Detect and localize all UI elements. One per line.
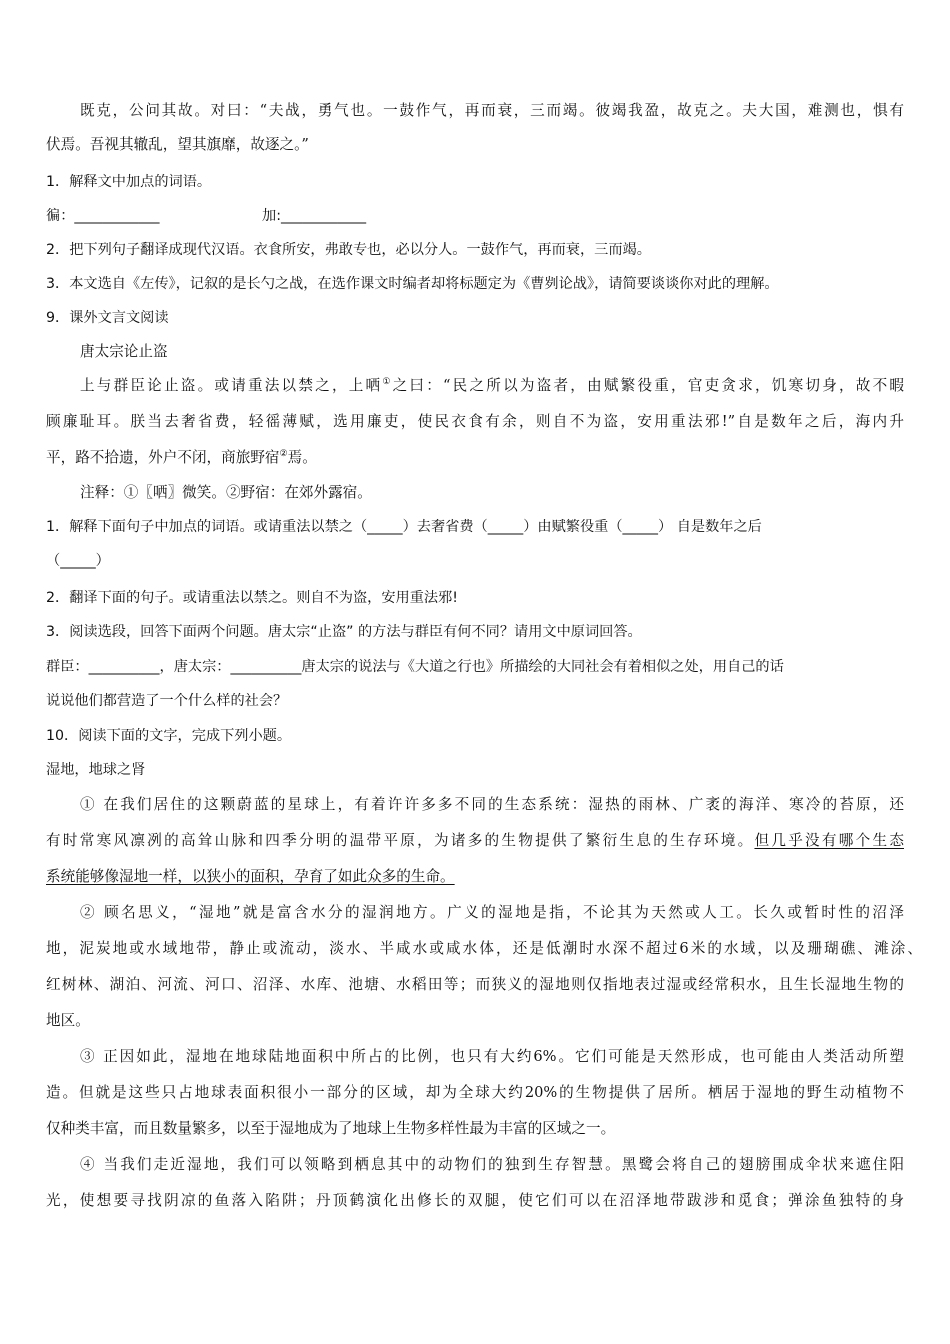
footnote-marker: ② <box>279 449 288 460</box>
article-line: 红树林、湖泊、河流、河口、沼泽、水库、池塘、水稻田等；而狭义的湿地则仅指地表过湿或经常积水，且生长湿地生物的 <box>46 976 904 993</box>
article-line: ③ 正因如此，湿地在地球陆地面积中所占的比例，也只有大约6%。它们可能是天然形成，也可能由人类活动所塑 <box>80 1048 904 1065</box>
footnote: 注释：①〖哂〗微笑。②野宿：在郊外露宿。 <box>80 484 372 501</box>
footnote-marker: ① <box>382 377 393 388</box>
article-line: 地区。 <box>46 1012 90 1029</box>
question-q8-3: 3．本文选自《左传》，记叙的是长勺之战，在选作课文时编者却将标题定为《曹刿论战》，请简要谈谈你对此的理解。 <box>46 276 779 292</box>
article-line: ② 顾名思义，“湿地”就是富含水分的湿润地方。广义的湿地是指，不论其为天然或人工。长久或暂时性的沼泽 <box>80 904 904 921</box>
answer-blank[interactable]: （_____） <box>46 553 110 569</box>
question-heading-9: 9．课外文言文阅读 <box>46 310 169 326</box>
passage-line: 平，路不拾遗，外户不闭，商旅野宿②焉。 <box>46 449 317 466</box>
passage-title: 唐太宗论止盗 <box>80 343 168 360</box>
answer-blank-bian[interactable]: 徧：____________ <box>46 208 160 224</box>
article-line: ① 在我们居住的这颗蔚蓝的星球上，有着许许多多不同的生态系统：湿热的雨林、广袤的海洋、寒冷的苔原，还 <box>80 796 904 813</box>
question-heading-10: 10．阅读下面的文字，完成下列小题。 <box>46 728 292 744</box>
underlined-sentence: 但几乎没有哪个生态 <box>754 832 904 849</box>
underlined-sentence: 系统能够像湿地一样，以狭小的面积，孕育了如此众多的生命。 <box>46 868 455 885</box>
article-line: 有时常寒风凛冽的高耸山脉和四季分明的温带平原，为诸多的生物提供了繁衍生息的生存环境。但几乎没有哪个生态 <box>46 832 904 849</box>
article-line: 地，泥炭地或水域地带，静止或流动，淡水、半咸水或咸水体，还是低潮时水深不超过6米的水域，以及珊瑚礁、滩涂、 <box>46 940 922 957</box>
passage-line: 顾廉耻耳。朕当去奢省费，轻徭薄赋，选用廉吏，使民衣食有余，则自不为盗，安用重法邪!”自是数年之后，海内升 <box>46 413 904 430</box>
passage-line: 上与群臣论止盗。或请重法以禁之，上哂①之曰：“民之所以为盗者，由赋繁役重，官吏贪求，饥寒切身，故不暇 <box>80 377 904 394</box>
article-line: 仅种类丰富，而且数量繁多，以至于湿地成为了地球上生物多样性最为丰富的区域之一。 <box>46 1120 616 1137</box>
question-q8-1: 1．解释文中加点的词语。 <box>46 174 212 190</box>
article-line: ④ 当我们走近湿地，我们可以领略到栖息其中的动物们的独到生存智慧。黑鹭会将自己的翅膀围成伞状来遮住阳 <box>80 1156 904 1173</box>
question-q9-2: 2．翻译下面的句子。或请重法以禁之。则自不为盗，安用重法邪! <box>46 590 458 606</box>
answer-blank-jia[interactable]: 加:____________ <box>262 208 367 224</box>
passage-line: 既克，公问其故。对曰：“夫战，勇气也。一鼓作气，再而衰，三而竭。彼竭我盈，故克之。夫大国，难测也，惧有 <box>80 102 904 119</box>
question-q9-3: 3．阅读选段，回答下面两个问题。唐太宗“止盗” 的方法与群臣有何不同？请用文中原词回答。 <box>46 624 642 640</box>
article-line: 光，使想要寻找阴凉的鱼落入陷阱；丹顶鹤演化出修长的双腿，使它们可以在沼泽地带跋涉和觅食；弹涂鱼独特的身 <box>46 1192 904 1209</box>
question-q9-3-cont: 说说他们都营造了一个什么样的社会？ <box>46 693 288 709</box>
question-q9-1: 1．解释下面句子中加点的词语。或请重法以禁之（_____）去奢省费（_____）由赋繁役重（_____） 自是数年之后 <box>46 519 762 535</box>
passage-line: 伏焉。吾视其辙乱，望其旗靡，故逐之。” <box>46 136 309 153</box>
article-title: 湿地，地球之肾 <box>46 762 146 778</box>
question-q8-2: 2．把下列句子翻译成现代汉语。衣食所安，弗敢专也，必以分人。一鼓作气，再而衰，三而竭。 <box>46 242 651 258</box>
question-q9-3-answer-line[interactable]: 群臣：__________，唐太宗：__________唐太宗的说法与《大道之行也》所描绘的大同社会有着相似之处，用自己的话 <box>46 659 784 675</box>
article-line: 造。但就是这些只占地球表面积很小一部分的区域，却为全球大约20%的生物提供了居所。栖居于湿地的野生动植物不 <box>46 1084 904 1101</box>
